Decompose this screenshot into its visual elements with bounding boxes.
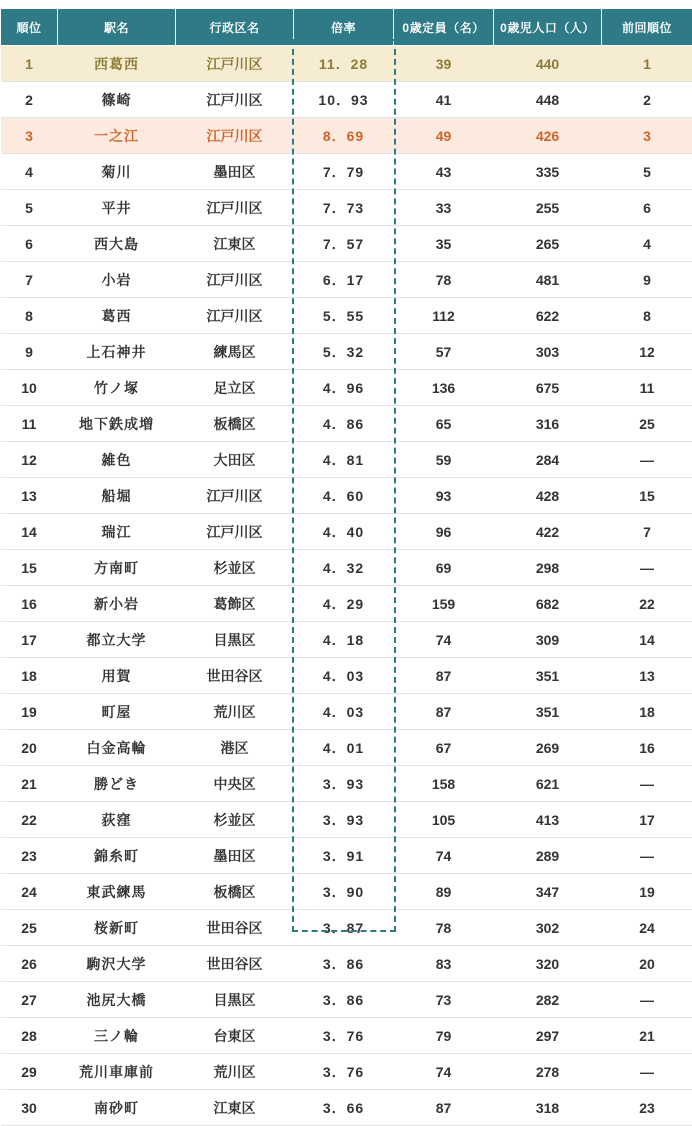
cell-station: 雑色 [58,442,176,478]
column-header-station: 駅名 [58,9,176,46]
cell-ratio: 8．69 [294,118,394,154]
table-row [1,190,692,226]
table-row [1,514,692,550]
cell-station: 錦糸町 [58,838,176,874]
cell-prev-rank: 5 [602,154,692,190]
table-row [1,1054,692,1090]
cell-ratio: 3．87 [294,910,394,946]
cell-ratio: 3．86 [294,982,394,1018]
cell-prev-rank: 7 [602,514,692,550]
cell-station: 西大島 [58,226,176,262]
cell-population: 255 [494,190,602,226]
cell-rank: 10 [1,370,58,406]
cell-capacity: 67 [394,730,494,766]
cell-station: 上石神井 [58,334,176,370]
cell-rank: 3 [1,118,58,154]
cell-population: 481 [494,262,602,298]
cell-population: 351 [494,658,602,694]
cell-population: 298 [494,550,602,586]
cell-capacity: 43 [394,154,494,190]
cell-capacity: 93 [394,478,494,514]
cell-ward: 目黒区 [176,622,294,658]
cell-rank: 19 [1,694,58,730]
cell-ward: 目黒区 [176,982,294,1018]
ranking-table-container [0,8,692,1126]
cell-population: 320 [494,946,602,982]
column-header-rank: 順位 [1,9,58,46]
cell-capacity: 74 [394,838,494,874]
cell-ward: 杉並区 [176,550,294,586]
cell-ward: 江戸川区 [176,46,294,82]
cell-capacity: 69 [394,550,494,586]
cell-capacity: 73 [394,982,494,1018]
cell-ward: 江東区 [176,1090,294,1126]
cell-rank: 18 [1,658,58,694]
cell-rank: 28 [1,1018,58,1054]
column-header-capacity: 0歳定員（名） [394,9,494,46]
cell-capacity: 112 [394,298,494,334]
cell-ward: 荒川区 [176,1054,294,1090]
cell-station: 東武練馬 [58,874,176,910]
cell-capacity: 87 [394,1090,494,1126]
cell-prev-rank: 21 [602,1018,692,1054]
cell-population: 440 [494,46,602,82]
cell-ratio: 3．91 [294,838,394,874]
cell-prev-rank: 24 [602,910,692,946]
cell-capacity: 65 [394,406,494,442]
table-row [1,298,692,334]
cell-population: 316 [494,406,602,442]
cell-capacity: 136 [394,370,494,406]
cell-ratio: 3．90 [294,874,394,910]
cell-ward: 江戸川区 [176,82,294,118]
ranking-table [0,8,692,1126]
cell-rank: 27 [1,982,58,1018]
table-row [1,406,692,442]
column-header-ward: 行政区名 [176,9,294,46]
cell-ward: 台東区 [176,1018,294,1054]
table-row [1,802,692,838]
cell-station: 新小岩 [58,586,176,622]
cell-prev-rank: — [602,766,692,802]
cell-capacity: 57 [394,334,494,370]
table-row [1,118,692,154]
cell-capacity: 74 [394,1054,494,1090]
top-spacer [0,0,692,8]
cell-ratio: 4．86 [294,406,394,442]
cell-rank: 26 [1,946,58,982]
cell-ward: 板橋区 [176,406,294,442]
cell-capacity: 89 [394,874,494,910]
cell-station: 南砂町 [58,1090,176,1126]
cell-ward: 世田谷区 [176,658,294,694]
cell-prev-rank: 6 [602,190,692,226]
cell-capacity: 39 [394,46,494,82]
cell-station: 白金高輪 [58,730,176,766]
cell-rank: 5 [1,190,58,226]
cell-ratio: 5．32 [294,334,394,370]
cell-prev-rank: 23 [602,1090,692,1126]
cell-prev-rank: — [602,982,692,1018]
cell-station: 一之江 [58,118,176,154]
cell-ratio: 3．76 [294,1054,394,1090]
cell-ratio: 4．96 [294,370,394,406]
cell-rank: 7 [1,262,58,298]
cell-rank: 13 [1,478,58,514]
cell-ratio: 4．40 [294,514,394,550]
cell-station: 小岩 [58,262,176,298]
table-row [1,442,692,478]
cell-rank: 1 [1,46,58,82]
cell-capacity: 59 [394,442,494,478]
table-row [1,550,692,586]
cell-population: 289 [494,838,602,874]
column-header-ratio: 倍率 [294,9,394,46]
cell-capacity: 87 [394,658,494,694]
cell-capacity: 79 [394,1018,494,1054]
cell-population: 302 [494,910,602,946]
cell-population: 282 [494,982,602,1018]
cell-ward: 杉並区 [176,802,294,838]
cell-prev-rank: 11 [602,370,692,406]
column-header-prev-rank: 前回順位 [602,9,692,46]
cell-population: 675 [494,370,602,406]
column-header-population: 0歳児人口（人） [494,9,602,46]
cell-ratio: 4．29 [294,586,394,622]
cell-rank: 29 [1,1054,58,1090]
table-row [1,370,692,406]
cell-ratio: 5．55 [294,298,394,334]
cell-capacity: 87 [394,694,494,730]
table-header [1,9,692,46]
table-row [1,946,692,982]
table-body [1,46,692,1126]
cell-station: 竹ノ塚 [58,370,176,406]
cell-ward: 江戸川区 [176,298,294,334]
cell-prev-rank: 16 [602,730,692,766]
cell-prev-rank: 19 [602,874,692,910]
cell-rank: 2 [1,82,58,118]
cell-ward: 足立区 [176,370,294,406]
cell-ward: 葛飾区 [176,586,294,622]
cell-ratio: 3．66 [294,1090,394,1126]
cell-rank: 9 [1,334,58,370]
cell-prev-rank: 2 [602,82,692,118]
cell-ratio: 4．03 [294,694,394,730]
cell-ward: 世田谷区 [176,910,294,946]
table-row [1,730,692,766]
cell-ratio: 6．17 [294,262,394,298]
table-row [1,1090,692,1126]
cell-prev-rank: — [602,838,692,874]
cell-capacity: 158 [394,766,494,802]
cell-prev-rank: — [602,550,692,586]
cell-station: 地下鉄成増 [58,406,176,442]
cell-station: 方南町 [58,550,176,586]
cell-prev-rank: 18 [602,694,692,730]
cell-prev-rank: 4 [602,226,692,262]
cell-ratio: 10．93 [294,82,394,118]
table-row [1,982,692,1018]
cell-prev-rank: — [602,1054,692,1090]
cell-prev-rank: 15 [602,478,692,514]
cell-station: 瑞江 [58,514,176,550]
cell-population: 278 [494,1054,602,1090]
cell-population: 622 [494,298,602,334]
cell-station: 荒川車庫前 [58,1054,176,1090]
cell-capacity: 78 [394,910,494,946]
cell-rank: 14 [1,514,58,550]
cell-capacity: 49 [394,118,494,154]
cell-ward: 江戸川区 [176,262,294,298]
cell-ward: 江東区 [176,226,294,262]
cell-prev-rank: 20 [602,946,692,982]
cell-rank: 12 [1,442,58,478]
cell-rank: 24 [1,874,58,910]
cell-ward: 江戸川区 [176,514,294,550]
table-row [1,586,692,622]
cell-prev-rank: 25 [602,406,692,442]
table-row [1,82,692,118]
cell-prev-rank: 8 [602,298,692,334]
cell-station: 町屋 [58,694,176,730]
cell-population: 426 [494,118,602,154]
cell-ratio: 11．28 [294,46,394,82]
cell-prev-rank: 9 [602,262,692,298]
table-row [1,838,692,874]
table-row [1,622,692,658]
cell-ward: 港区 [176,730,294,766]
table-row [1,766,692,802]
cell-ward: 荒川区 [176,694,294,730]
cell-prev-rank: 3 [602,118,692,154]
cell-ward: 江戸川区 [176,118,294,154]
cell-rank: 21 [1,766,58,802]
cell-population: 422 [494,514,602,550]
cell-population: 428 [494,478,602,514]
cell-prev-rank: 14 [602,622,692,658]
cell-ratio: 3．86 [294,946,394,982]
cell-ward: 板橋区 [176,874,294,910]
cell-population: 347 [494,874,602,910]
table-row [1,226,692,262]
table-row [1,478,692,514]
cell-ratio: 3．93 [294,802,394,838]
cell-station: 都立大学 [58,622,176,658]
cell-ward: 練馬区 [176,334,294,370]
cell-capacity: 78 [394,262,494,298]
cell-ward: 墨田区 [176,154,294,190]
table-row [1,910,692,946]
cell-capacity: 96 [394,514,494,550]
cell-ratio: 4．60 [294,478,394,514]
cell-population: 269 [494,730,602,766]
cell-prev-rank: 17 [602,802,692,838]
cell-rank: 20 [1,730,58,766]
cell-station: 平井 [58,190,176,226]
cell-capacity: 35 [394,226,494,262]
cell-station: 桜新町 [58,910,176,946]
cell-population: 265 [494,226,602,262]
cell-ward: 大田区 [176,442,294,478]
cell-population: 284 [494,442,602,478]
cell-ratio: 4．81 [294,442,394,478]
cell-ratio: 4．32 [294,550,394,586]
cell-population: 351 [494,694,602,730]
cell-ratio: 4．03 [294,658,394,694]
table-row [1,1018,692,1054]
cell-prev-rank: 12 [602,334,692,370]
cell-rank: 22 [1,802,58,838]
cell-capacity: 33 [394,190,494,226]
table-row [1,658,692,694]
cell-station: 勝どき [58,766,176,802]
cell-capacity: 41 [394,82,494,118]
cell-population: 413 [494,802,602,838]
cell-station: 篠崎 [58,82,176,118]
cell-prev-rank: 1 [602,46,692,82]
cell-ward: 江戸川区 [176,190,294,226]
cell-station: 菊川 [58,154,176,190]
cell-capacity: 74 [394,622,494,658]
cell-station: 荻窪 [58,802,176,838]
cell-population: 309 [494,622,602,658]
table-header-row [1,9,692,46]
table-row [1,334,692,370]
cell-rank: 17 [1,622,58,658]
cell-rank: 6 [1,226,58,262]
cell-rank: 30 [1,1090,58,1126]
cell-station: 池尻大橋 [58,982,176,1018]
cell-population: 318 [494,1090,602,1126]
table-row [1,694,692,730]
cell-population: 621 [494,766,602,802]
cell-capacity: 159 [394,586,494,622]
cell-ward: 世田谷区 [176,946,294,982]
cell-station: 船堀 [58,478,176,514]
cell-ratio: 4．01 [294,730,394,766]
cell-ward: 江戸川区 [176,478,294,514]
cell-population: 335 [494,154,602,190]
cell-prev-rank: 22 [602,586,692,622]
cell-ratio: 3．93 [294,766,394,802]
cell-population: 448 [494,82,602,118]
table-row [1,46,692,82]
table-row [1,874,692,910]
cell-ratio: 7．79 [294,154,394,190]
cell-population: 682 [494,586,602,622]
cell-station: 西葛西 [58,46,176,82]
cell-ratio: 7．57 [294,226,394,262]
cell-station: 葛西 [58,298,176,334]
cell-capacity: 83 [394,946,494,982]
cell-rank: 15 [1,550,58,586]
cell-rank: 16 [1,586,58,622]
cell-ratio: 3．76 [294,1018,394,1054]
cell-rank: 8 [1,298,58,334]
cell-rank: 23 [1,838,58,874]
cell-rank: 11 [1,406,58,442]
cell-prev-rank: 13 [602,658,692,694]
cell-population: 297 [494,1018,602,1054]
cell-station: 三ノ輪 [58,1018,176,1054]
cell-rank: 25 [1,910,58,946]
cell-capacity: 105 [394,802,494,838]
cell-population: 303 [494,334,602,370]
cell-rank: 4 [1,154,58,190]
cell-ward: 墨田区 [176,838,294,874]
cell-ward: 中央区 [176,766,294,802]
table-row [1,154,692,190]
table-row [1,262,692,298]
cell-station: 用賀 [58,658,176,694]
cell-prev-rank: — [602,442,692,478]
cell-ratio: 4．18 [294,622,394,658]
cell-station: 駒沢大学 [58,946,176,982]
cell-ratio: 7．73 [294,190,394,226]
